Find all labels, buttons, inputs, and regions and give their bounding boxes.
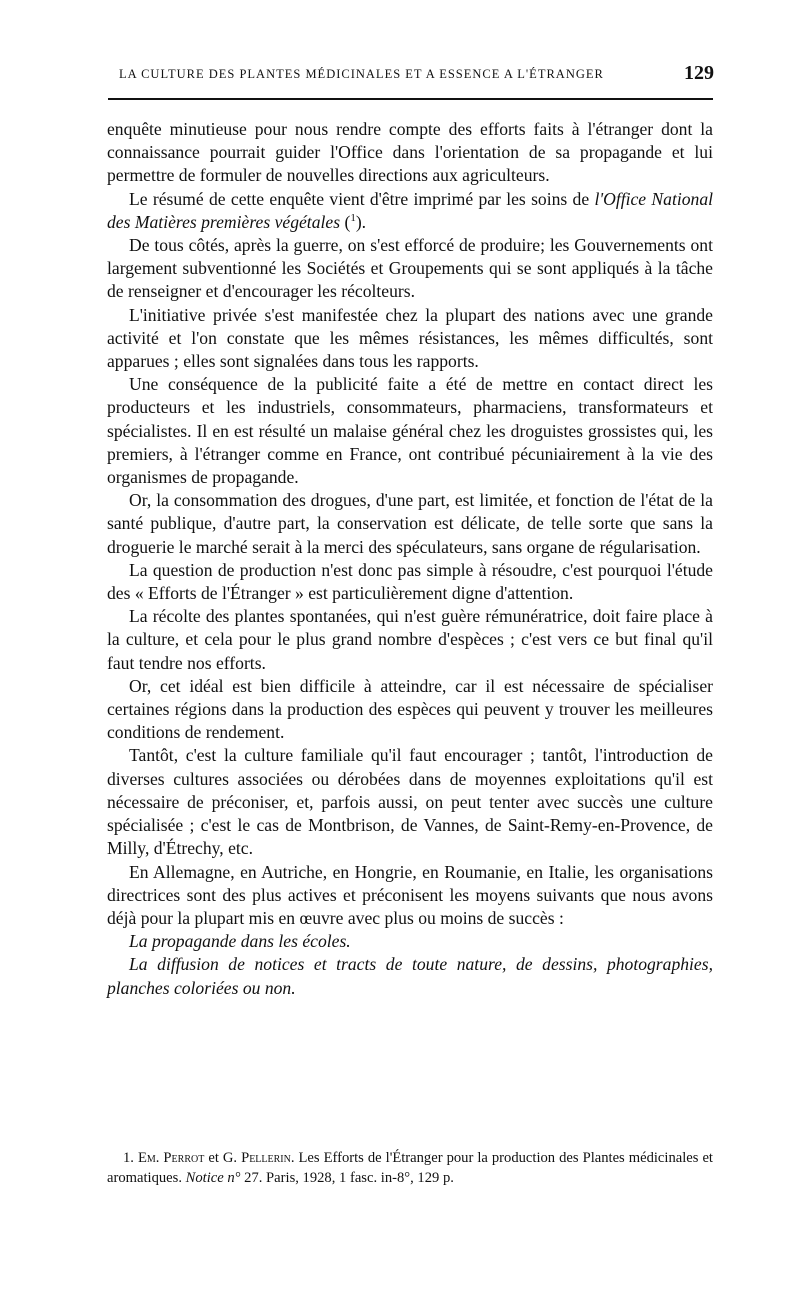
paragraph: La récolte des plantes spontanées, qui n'est guère rémunératrice, doit faire place à la culture, et cela pour le plus grand nombre d'espèces ; c'est vers ce but final qu'il faut tendre nos efforts.: [107, 606, 713, 673]
running-header-title: LA CULTURE DES PLANTES MÉDICINALES ET A ESSENCE A L'ÉTRANGER: [119, 67, 604, 81]
footnote-author: Em. Perrot: [137, 1150, 205, 1166]
footnote-entry: 1. Em. Perrot et G. Pellerin. Les Efforts de l'Étranger pour la production des Plantes médicinales et aromatiques. Notice n° 27. Paris, 1928, 1 fasc. in-8°, 129 p.: [107, 1150, 713, 1186]
paragraph: Or, cet idéal est bien difficile à atteindre, car il est nécessaire de spécialiser certaines régions dans la production des espèces qui peuvent y trouver les meilleures conditions de rendement.: [107, 675, 713, 743]
body-text: [107, 118, 713, 1000]
paragraph: Or, la consommation des drogues, d'une part, est limitée, et fonction de l'état de la santé publique, d'autre part, la conservation est délicate, de telle sorte que sans la droguerie le marché serait à la merci des spéculateurs, sans organe de régularisation.: [107, 490, 713, 557]
page-number: 129: [684, 62, 714, 84]
footnote-ref[interactable]: 1: [350, 211, 356, 224]
paragraph: De tous côtés, après la guerre, on s'est efforcé de produire; les Gouvernements ont largement subventionné les Sociétés et Groupements qui se sont appliqués à la tâche de renseigner et d'encourager les récolteurs.: [107, 235, 713, 302]
list-item: La diffusion de notices et tracts de toute nature, de dessins, photographies, planches coloriées ou non.: [107, 954, 713, 998]
list-item: La propagande dans les écoles.: [129, 931, 351, 952]
paragraph: Une conséquence de la publicité faite a été de mettre en contact direct les producteurs et les industriels, consommateurs, pharmaciens, transformateurs et spécialistes. Il en est résulté un malaise général chez les droguistes grossistes qui, les premiers, à l'étranger comme en France, ont contribué pécuniairement à la vie des organismes de propagande.: [107, 374, 713, 488]
running-header: [107, 63, 714, 89]
paragraph: Le résumé de cette enquête vient d'être imprimé par les soins de l'Office National des Matières premières végétales ($^1$).: [107, 188, 714, 232]
office-name: l'Office National des Matières premières végétales: [107, 188, 714, 232]
paragraph: enquête minutieuse pour nous rendre compte des efforts faits à l'étranger dont la connaissance pourrait guider l'Office dans l'orientation de sa propagande et lui permettre de formuler de nouvelles directions aux agriculteurs.: [107, 119, 713, 186]
header-rule: [108, 98, 713, 100]
footnote: [107, 1148, 713, 1188]
footnote-number: 1.: [123, 1150, 134, 1166]
paragraph: L'initiative privée s'est manifestée chez la plupart des nations avec une grande activité et l'on constate que les mêmes résistances, les mêmes difficultés, sont apparues ; elles sont signalées dans tous les rapports.: [107, 304, 713, 372]
paragraph: Tantôt, c'est la culture familiale qu'il faut encourager ; tantôt, l'introduction de diverses cultures associées ou dérobées dans de moyennes exploitations qu'il est nécessaire de préconiser, et, parfois aussi, on peut tenter avec succès une culture spécialisée ; c'est le cas de Montbrison, de Vannes, de Saint-Remy-en-Provence, de Milly, d'Étrechy, etc.: [107, 745, 713, 859]
footnote-author: G. Pellerin: [222, 1150, 291, 1166]
paragraph: En Allemagne, en Autriche, en Hongrie, en Roumanie, en Italie, les organisations directrices sont des plus actives et préconisent les moyens suivants que nous avons déjà pour la plupart mis en œuvre avec plus ou moins de succès :: [107, 861, 713, 928]
paragraph: La question de production n'est donc pas simple à résoudre, c'est pourquoi l'étude des « Efforts de l'Étranger » est particulièrement digne d'attention.: [107, 559, 713, 604]
